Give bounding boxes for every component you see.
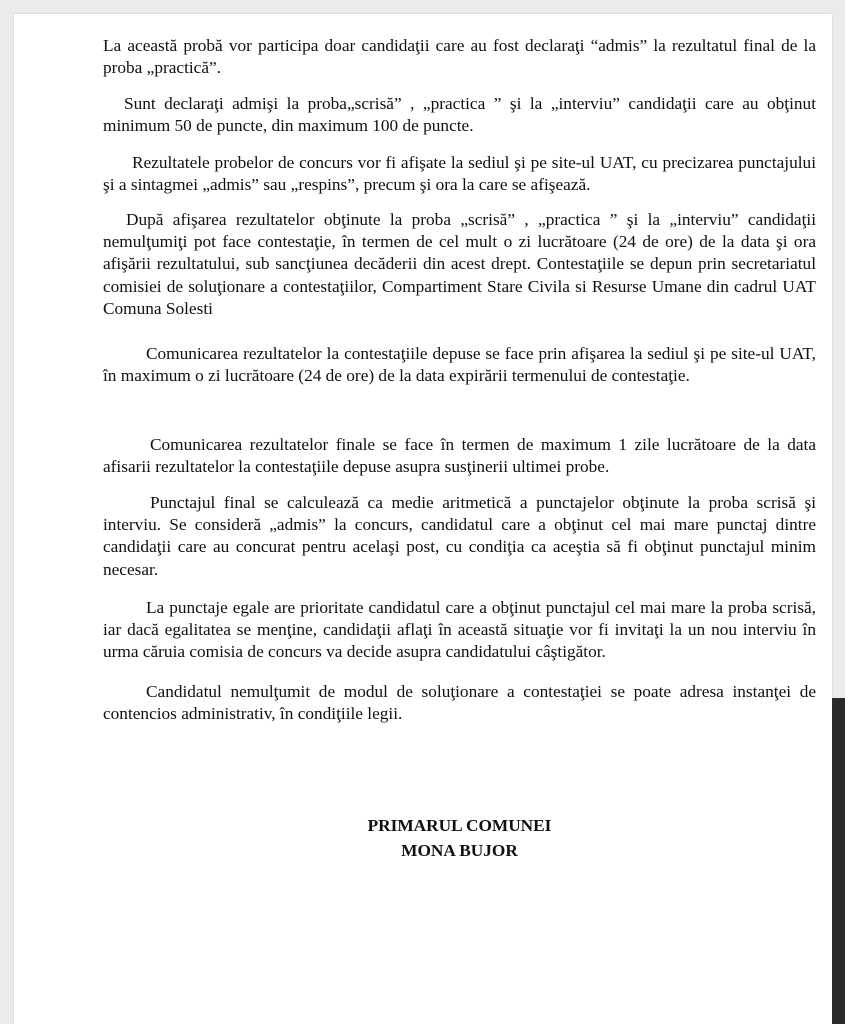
- paragraph-final-score: Punctajul final se calculează ca medie aritmetică a punctajelor obţinute la proba scrisă şi interviu. Se consideră „admis” la concurs, candidatul care a obţinut cel mai mare punctaj dintre candidaţii care au concurat pentru acelaşi post, cu condiţia ca aceştia să fi obţinut punctajul minim necesar.: [103, 493, 816, 579]
- paragraph-contestation-results: Comunicarea rezultatelor la contestaţiile depuse se face prin afişarea la sediul şi pe site-ul UAT, în maximum o zi lucrătoare (24 de ore) de la data expirării termenului de contestaţie.: [103, 344, 816, 386]
- paragraph-minimum-score: Sunt declaraţi admişi la proba„scrisă” , „practica ” şi la „interviu” candidaţii care au obţinut minimum 50 de puncte, din maximum 100 de puncte.: [103, 94, 816, 136]
- paragraph-results-posting: Rezultatele probelor de concurs vor fi afişate la sediul şi pe site-ul UAT, cu precizarea punctajului şi a sintagmei „admis” sau „respins”, precum şi ora la care se afişează.: [103, 153, 816, 195]
- paragraph-tie-break: La punctaje egale are prioritate candidatul care a obţinut punctajul cel mai mare la proba scrisă, iar dacă egalitatea se menţine, candidaţii aflaţi în această situaţie vor fi invitaţi la un nou interviu în urma căruia comisia de concurs va decide asupra candidatului câştigător.: [103, 598, 816, 662]
- paragraph-final-results: Comunicarea rezultatelor finale se face în termen de maximum 1 zile lucrătoare de la data afisarii rezultatelor la contestaţiile depuse asupra susţinerii ultimei probe.: [103, 435, 816, 477]
- paragraph-court-appeal: Candidatul nemulţumit de modul de soluţionare a contestaţiei se poate adresa instanţei de contencios administrativ, în condiţiile legii.: [103, 682, 816, 724]
- page-edge-shadow: [832, 698, 845, 1024]
- signature-title: PRIMARUL COMUNEI: [367, 816, 552, 835]
- paragraph-admission-practical: La această probă vor participa doar candidaţii care au fost declaraţi “admis” la rezultatul final de la proba „practică”.: [103, 36, 816, 78]
- signature-name: MONA BUJOR: [401, 841, 518, 860]
- paragraph-contestation-filing: După afişarea rezultatelor obţinute la proba „scrisă” , „practica ” şi la „interviu” candidaţii nemulţumiţi pot face contestaţie, în termen de cel mult o zi lucrătoare (24 de ore) de la data şi ora afişării rezultatului, sub sancţiunea decăderii din acest drept. Contestaţiile se depun prin secretariatul comisiei de soluţionare a contestaţiilor, Compartiment Stare Civila si Resurse Umane din cadrul UAT Comuna Solesti: [103, 210, 816, 318]
